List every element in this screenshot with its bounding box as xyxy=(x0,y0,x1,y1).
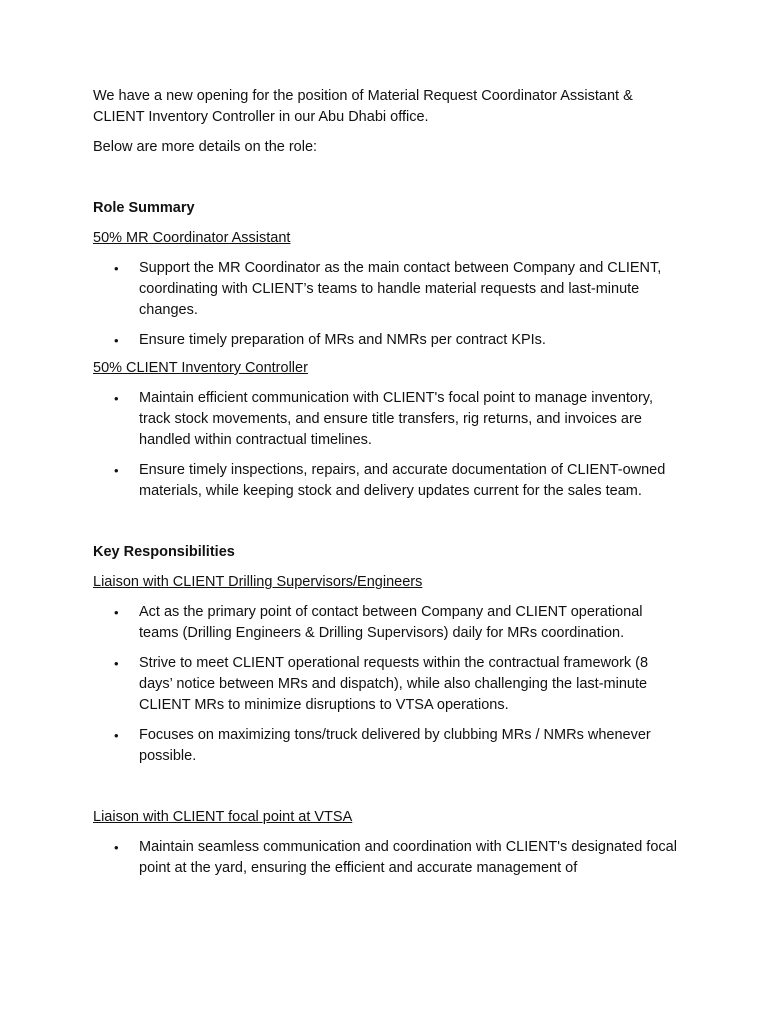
bullet-icon: • xyxy=(114,728,119,743)
vtsa-liaison-subheading: Liaison with CLIENT focal point at VTSA xyxy=(93,809,353,825)
bullet-icon: • xyxy=(114,605,119,620)
bullet-icon: • xyxy=(114,463,119,478)
bullet-icon: • xyxy=(114,333,119,348)
bullet-icon: • xyxy=(114,261,119,276)
drilling-liaison-subheading: Liaison with CLIENT Drilling Supervisors/Engineers xyxy=(93,574,423,590)
bullet-icon: • xyxy=(114,840,119,855)
drilling-liaison-list xyxy=(93,602,683,767)
list-item xyxy=(93,653,683,716)
inventory-controller-subheading: 50% CLIENT Inventory Controller xyxy=(93,360,308,376)
list-item-text: Strive to meet CLIENT operational requests within the contractual framework (8 days’ notice between MRs and dispatch), while also challenging the last-minute CLIENT MRs to minimize disruptions to VTSA operations. xyxy=(139,655,649,713)
intro-paragraph: We have a new opening for the position of Material Request Coordinator Assistant & CLIENT Inventory Controller in our Abu Dhabi office. xyxy=(93,88,633,125)
list-item-text: Focuses on maximizing tons/truck delivered by clubbing MRs / NMRs whenever possible. xyxy=(139,727,651,764)
list-item-text: Act as the primary point of contact between Company and CLIENT operational teams (Drilling Engineers & Drilling Supervisors) daily for MRs coordination. xyxy=(139,604,643,641)
list-item xyxy=(93,258,683,321)
list-item xyxy=(93,602,683,644)
list-item-text: Support the MR Coordinator as the main contact between Company and CLIENT, coordinating with CLIENT’s teams to handle material requests and last-minute changes. xyxy=(139,260,662,318)
inventory-controller-list xyxy=(93,388,683,502)
bullet-icon: • xyxy=(114,391,119,406)
list-item-text: Ensure timely preparation of MRs and NMRs per contract KPIs. xyxy=(139,332,546,348)
list-item xyxy=(93,330,683,351)
mr-coordinator-subheading: 50% MR Coordinator Assistant xyxy=(93,230,291,246)
list-item xyxy=(93,388,683,451)
list-item xyxy=(93,460,683,502)
list-item-text: Maintain seamless communication and coordination with CLIENT's designated focal point at the yard, ensuring the efficient and accurate management of xyxy=(139,839,677,876)
mr-coordinator-list xyxy=(93,258,683,351)
document-page xyxy=(93,86,683,888)
vtsa-liaison-list xyxy=(93,837,683,879)
key-responsibilities-heading: Key Responsibilities xyxy=(93,544,235,560)
list-item-text: Ensure timely inspections, repairs, and accurate documentation of CLIENT-owned materials, while keeping stock and delivery updates current for the sales team. xyxy=(139,462,666,499)
list-item xyxy=(93,837,683,879)
list-item-text: Maintain efficient communication with CLIENT's focal point to manage inventory, track stock movements, and ensure title transfers, rig returns, and invoices are handled within contractual timelines. xyxy=(139,390,654,448)
intro-details-line: Below are more details on the role: xyxy=(93,139,318,155)
role-summary-heading: Role Summary xyxy=(93,200,195,216)
bullet-icon: • xyxy=(114,656,119,671)
list-item xyxy=(93,725,683,767)
